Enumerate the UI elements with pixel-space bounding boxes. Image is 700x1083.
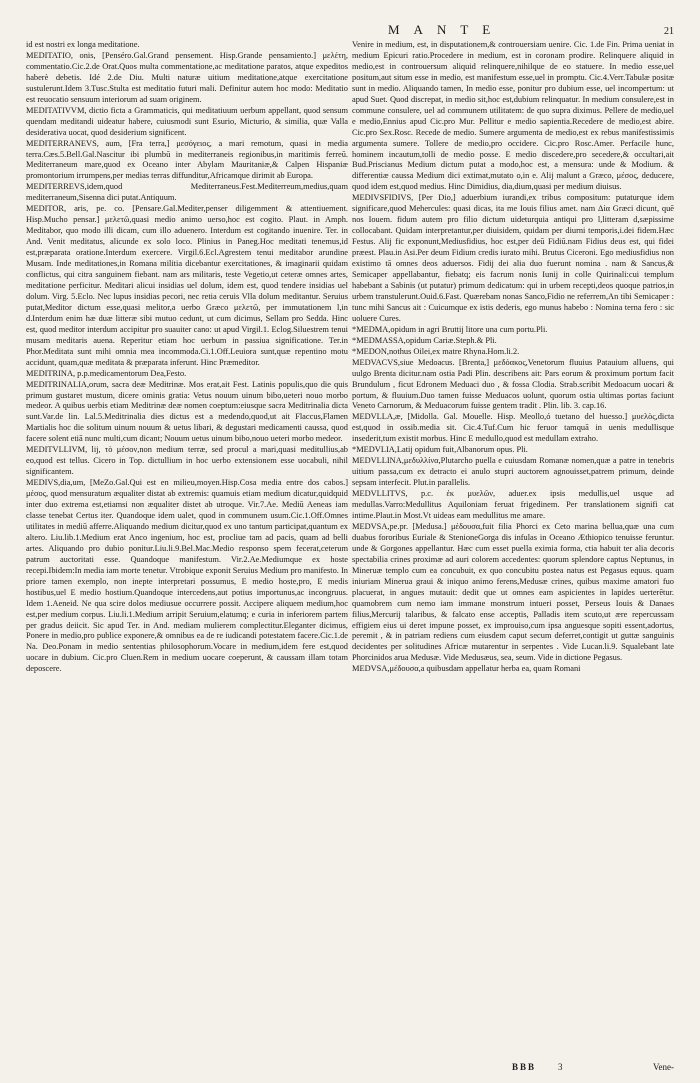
signature-number: 3 bbox=[558, 1062, 563, 1072]
dictionary-entry: MEDITRINA, p.p.medicamentorum Dea,Festo. bbox=[26, 368, 187, 378]
left-column bbox=[26, 40, 348, 675]
dictionary-entry: MEDVLLINA,μεδυλλίνα,Plutarcho puella e cuiusdam Romanæ nomen,quæ a patre in tenebris uitium passa,cum ex detracto ei anulo stupri auctorem agnouisset,patrem primum, deinde sepsam interfecit. Plut.in parallelis. bbox=[352, 456, 674, 488]
dictionary-entry: MEDITERRANEVS, aum, [Fra terra,] μεσόγειος, a mari remotum, quasi in media terra.Cæs.5.Bell.Gal.Nascitur ibi plumbū in mediterraneis regionibus,in maritimis ferreū. Mediterraneum mare,quod ex Oceano inter Abylam Mauritaniæ,& Calpen Hispaniæ promontorium irrumpens,per medias terras diffunditur,Africamque dirimit ab Europa. bbox=[26, 138, 348, 181]
dictionary-entry: MEDITERREVS,idem,quod Mediterraneus.Fest.Mediterreum,medius,quam mediterraneum,Sisenna dici putat.Antiquum. bbox=[26, 182, 348, 203]
dictionary-entry: *MEDON,nothus Oilei,ex matre Rhyna.Hom.li.2. bbox=[352, 346, 520, 356]
dictionary-entry: MEDVSA,μέδουσα,a quibusdam appellatur herba ea, quam Romani bbox=[352, 664, 581, 674]
dictionary-entry: MEDVSA,pe.pr. [Medusa.] μέδουσα,fuit filia Phorci ex Ceto marina bellua,quæ una cum duabus fororibus Euriale & StenioneGorga dis infulas in Oceano Æthiopico tenuisse feruntur. unde & Gorgones appellantur. Hæc cum esset puella eximia forma, ctia habuit ter alia decoris spectabilia crines proximæ ad auri colorem accedentes: quorum splendore captus Neptunus, in Mineruæ templo cum ea concubuit, ex quo concubitu postea natus est Pegasus equus. quam iniuriam Minerua graui & iniquo animo ferens,Medusæ crines, quibus maxime amatori fuo placuerat, in angues mutauit: dedit que ut omnes eam aspicientes in lapides uerterētur. quamobrem cum nemo iam immane monstrum intueri posset, Perseus Iouis & Danaes filius,Mercurij talaribus, & falcato ense acceptis, Palladis item scuto,ut ære repercussam effigiem eius ui deret impune posset, ex improuiso,cum ipsa anguesque sopiti essent,adortus, peremit , & in patriam rediens cum eiusdem caput secum deferret,contigit ut guttæ sanguinis decidentes per solitudines Africæ mutarentur in serpentes . Vide Lucan.li.9. Squalebant late Phorcinidos arua Medusæ. Vide Medusæus, sea, seum. Vide in dictione Pegasus. bbox=[352, 521, 674, 663]
dictionary-entry: *MEDMASSA,opidum Cariæ.Steph.& Pli. bbox=[352, 335, 497, 345]
dictionary-entry: MEDITATIVVM, dictio ficta a Grammaticis, qui meditatiuum uerbum appellant, quod sensum quendam meditandi uideatur habere, cuiusmodi sunt Esurio, Micturio, & similia, quæ Valla desiderativa uocat, quod desiderium significent. bbox=[26, 105, 348, 137]
dictionary-entry: id est nostri ex longa meditatione. bbox=[26, 40, 140, 49]
running-header bbox=[0, 22, 700, 42]
dictionary-entry: Venire in medium, est, in disputationem,& controuersiam uenire. Cic. 1.de Fin. Prima ueniat in medium Epicuri ratio.Procedere in medium, est in coronam prodire. Relinquere aliquid in medio,est in controuersum aliquid relinquere,nihilque de eo statuere. In medio esse,uel positum,aut situm esse in medio, est manifestum esse,uel in promptu. Cic.4.Verr.Tabulæ positæ sunt in medio. Aliquando tamen, In medio esse, ponitur pro dubium esse, uel incompertum: ut apud Suet. Quod discrepat, in medio sit,hoc est,dubium relinquatur. In medium consulere,est in commune consulere, uel ad communem utilitatem: de quo supra diximus. Pellere de medio,uel e medio,Ennius apud Cic.pro Mur. Pellitur e medio sapientia.Recedere de medio,est abire. Cic.pro Sex.Rosc. Recede de medio. Sumere argumenta de medio,est ex rebus manifestissimis argumenta sumere. Tollere de medio,pro occidere. Cic.pro Rosc.Amer. Perfacile hunc, hominem incautum,tolli de medio posse. E medio discedere,pro secedere,& occultari,ait Bud.Priscianus Medium dictum putat a modo,hoc est, a mensura: unde & Modium. & differentiæ caussa Medium dici extimat,mutato o,in e. Alij malunt a Græco, μέσος, deducere, quod idem est,quod medius. Hinc Dimidius, dia,dium,quasi per medium diuisus. bbox=[352, 40, 674, 192]
dictionary-entry: *MEDMA,opidum in agri Bruttij litore una cum portu.Pli. bbox=[352, 324, 548, 334]
page-footer bbox=[352, 1062, 674, 1076]
dictionary-entry: MEDITVLLIVM, lij, τὸ μέσον,non medium terræ, sed procul a mari,quasi meditullius,ab eo,quod est tellus. Cicero in Top. dictullium in hoc uerbo extensionem esse uocabuli, nihil significantem. bbox=[26, 445, 348, 477]
signature-mark: BBB bbox=[512, 1062, 537, 1072]
dictionary-entry: MEDVLLA,æ, [Midolla. Gal. Mouelle. Hisp. Meollo,ó tuetano del huesso.] μυελὸς,dicta est,quod in ossib.media sit. Cic.4.Tuf.Cum hic feruor tamquā in uenis medullisque insederit,tum existit morbus. Hinc E medullo,quod est medullam extraho. bbox=[352, 412, 674, 444]
dictionary-entry: MEDVLLITVS, p.c. ἐκ μυελῶν, aduer.ex ipsis medullis,uel usque ad medullas.Varro:Medullitus Aquiloniam feruat frigedinem. Per translationem signifi cat intime.Plaut.in Most.Vt uideas eam medullitus me amare. bbox=[352, 489, 674, 520]
running-title: MANTE bbox=[388, 22, 505, 37]
page-number: 21 bbox=[664, 26, 674, 37]
dictionary-entry: *MEDVLIA,Latij opidum fuit,Albanorum opus. Pli. bbox=[352, 445, 528, 455]
dictionary-entry: MEDIVS,dia,um, [MeZo.Gal.Qui est en milieu,moyen.Hisp.Cosa media entre dos cabos.] μέσος, quod mensuratum æqualiter distat ab extremis: quamuis etiam medium dicatur,quidquid inter duo extrema est,etiamsi non æqualiter distet ab utroque. Vir.7.Ae. Mediū Aeneas iam classe tenebat Certus iter. Quandoque idem ualet, quod in communem usum.Cic.1.Off.Omnes utilitates in mediū afferre.Aliquando medium dicitur,quod ex uno tantum participat,quantum ex altero. Liu.lib.1.Medium erat Anco ingenium, hoc est, procliue tam ad pacis, quam ad belli artes. Aliquando pro dubio ponitur.Liu.li.9.Bel.Mac.Medio responso spem fecerat,ceterum patrum auctoritati esse. Quandoque manifestum. Vir.2.Ae.Mediumque ex hoste recepi.Ibidem:In media iam morte tenetur. Vtrobique exponit Seruius Medium pro manifesto. In priore tamen exemplo, non inepte interpretari possumus, E medio hoste,pro, E medis hostibus,uel E medio hostium.Quandoque intercedens,aut potius importunus,ac incongruus. Idem 1.Aeneid. Ne qua scire dolos mediusue occurrere possit. Accipere aliquem medium,hoc est,per medium corpus. Liu.li.1.Medium arripit Seruium,elatumq; e curia in inferiorem partem per gradus deiicit. Sic apud Ter. in And. mediam mulierem complectitur.Eleganter dicimus, Ponere in medio,pro publice exponere,& omnibus ea de re iudicandi potestatem facere.Cic.1.de Na. Deo.Ponam in medio sententias philosophorum.Vocare in medium,idem fere est,quod uocare in dubium. Cic.pro Cluen.Rem in medium uocare coeperunt, & caussam illam totam deposcere. bbox=[26, 478, 348, 674]
dictionary-entry: MEDITATIO, onis, [Penséro.Gal.Grand pensement. Hisp.Grande pensamiento.] μελέτη, commentatio.Cic.2.de Orat.Quos multa commentatione,ac meditatione paratos, atque expeditos haberè debetis. Idé 2.de Diu. Multi naturæ uitium meditatione,atque exercitatione sustulerunt.Idem 3.Tusc.Stulta est meditatio futuri mali. Definitur autem hoc modo: Meditatio est reuocatio sensuum interiorum ad suam originem. bbox=[26, 50, 348, 104]
catchword: Vene- bbox=[653, 1062, 674, 1072]
dictionary-entry: MEDVACVS,siue Medoacus. [Brenta,] μεδόακος,Venetorum fluuius Patauium alluens, qui uulgo Brenta dicitur.nam ostia Padi Plin. describens ait: Pars eorum & proximum portum facit Brundulum , ficut Edronem Meduaci duo , & fossa Clodia. Strab.scribit Medoacum uocari & portum, & fluuium.Duo tamen fuisse Meduacos uolunt, quorum ostia ultimas portas faciunt Veneto Carnorum, & Meduacorum fuisse gentem tradit . Plin. lib. 3. cap.16. bbox=[352, 357, 674, 411]
dictionary-entry: MEDITRINALIA,orum, sacra deæ Meditrinæ. Mos erat,ait Fest. Latinis populis,quo die quis primum gustaret mustum, dicere ominis gratia: Vetus nouum uinum bibo,ueteri nouo morbo medeor. A quibus uerbis etiam Meditrinæ deæ nomen coeptum:eiusque sacra Meditrinalia dicta sunt.Var.de lin. Lal.5.Meditrinalia dies dictus est a medendo,quod,ut ait Flaccus,Flamen Martialis hoc die solitum uinum nouum & uetus libari, & degustari medicamenti caussa, quod facere solent etiā nunc multi,cum dicant; Nouum uetus uinum bibo,nouo ueteri morbo medeor. bbox=[26, 379, 348, 444]
dictionary-entry: MEDIVSFIDIVS, [Per Dio,] aduerbium iurandi,ex tribus compositum: putaturque idem significare,quod Mehercules: quasi dicas, ita me Iouis filius amet. nam Δία Græci dicunt, quē nos Iouem. fidum autem pro filio dictum uideturquia antiqui pro l,litteram d,sæpissime collocabant. Quidam interpretantur,per diuisidem, quidam per diurni temporis,i.dei fidem.Hæc Festus. Alij fic exponunt,Mediusfidius, hoc est,per deū Fidiū.nam Fidius deus est, qui fidei præest. Plau.in Asi.Per deum Fidium credis iurato mihi. Brutus Ciceroni. Ego mediusfidius non existimo tā omnes deos aduersos. Fidij dei alia duo fuerunt nomina . nam & Sancus,& Semicaper appellabantur, fiebatq; eis facrum nonis Iunij in colle Quirinali:cui templum habebant a Sabinis (ut putatur) primum dedicatum: qui in urbem recepti,deos quoque patrios,in urbem transtulerunt.Ouid.6.Fast. Quærebam nonas Sanco,Fidio ne referrem,An tibi Semicaper : tunc mihi Sancus ait : Cuicumque ex istis dederis, ego munus habebo : Nomina terna fero : sic uoluere Cures. bbox=[352, 193, 674, 323]
dictionary-entry: MEDITOR, aris, pe. co. [Pensare.Gal.Mediter,penser diligemment & attentiuement. Hisp.Mucho pensar.] μελετῶ,quasi medio animo uerso,hoc est cogito. Plaut. in Amph. Meditabor, quo modo illi dicam, cum illo aduenero. Interdum est cogitando inuenire. Ter. in And. Venit meditatus, alicunde ex solo loco. Plinius in Paneg.Hoc meditati tenemus,id est,præparata oratione.Interdum exercere. Virgil.6.Ecl.Agrestem tenui meditabor arundine Musam. Inde meditationes,in Romana militia dicebantur exercitationes, & imaginarii quidam conflictus, qui citra sanguinem fiebant. nam ars militaris, teste Vegetio,ut ceteræ omnes artes, meditatione perficitur. Meditari alicui insidias uel dolum, idem est, quod tendere insidias uel dolum. Virg. 5.Eclo. Nec lupus insidias pecori, nec retia ceruis Vlla dolum meditantur. Seruius putat,Meditor dictum esse,quasi melitor,a uerbo Græco μελετῶ, per immutationem l,in d.Interdum enim hæ duæ litteræ sibi mutuo cedunt, ut cum dicimus, Sellam pro Sedda. Hinc est, quod meditor interdum accipitur pro suauiter cano: ut apud Virgil.1. Eclog.Siluestrem tenui musam meditaris auena. Reperitur etiam hoc uerbum in passiua significatione. Ter.in Phor.Meditata sunt mihi omnia mea incommoda.Ci.1.Off.Leuiora sunt,quæ repentino motu accidunt, quam,quæ meditata & præparata inferunt. Hinc Præmeditor. bbox=[26, 204, 348, 367]
right-column bbox=[352, 40, 674, 675]
